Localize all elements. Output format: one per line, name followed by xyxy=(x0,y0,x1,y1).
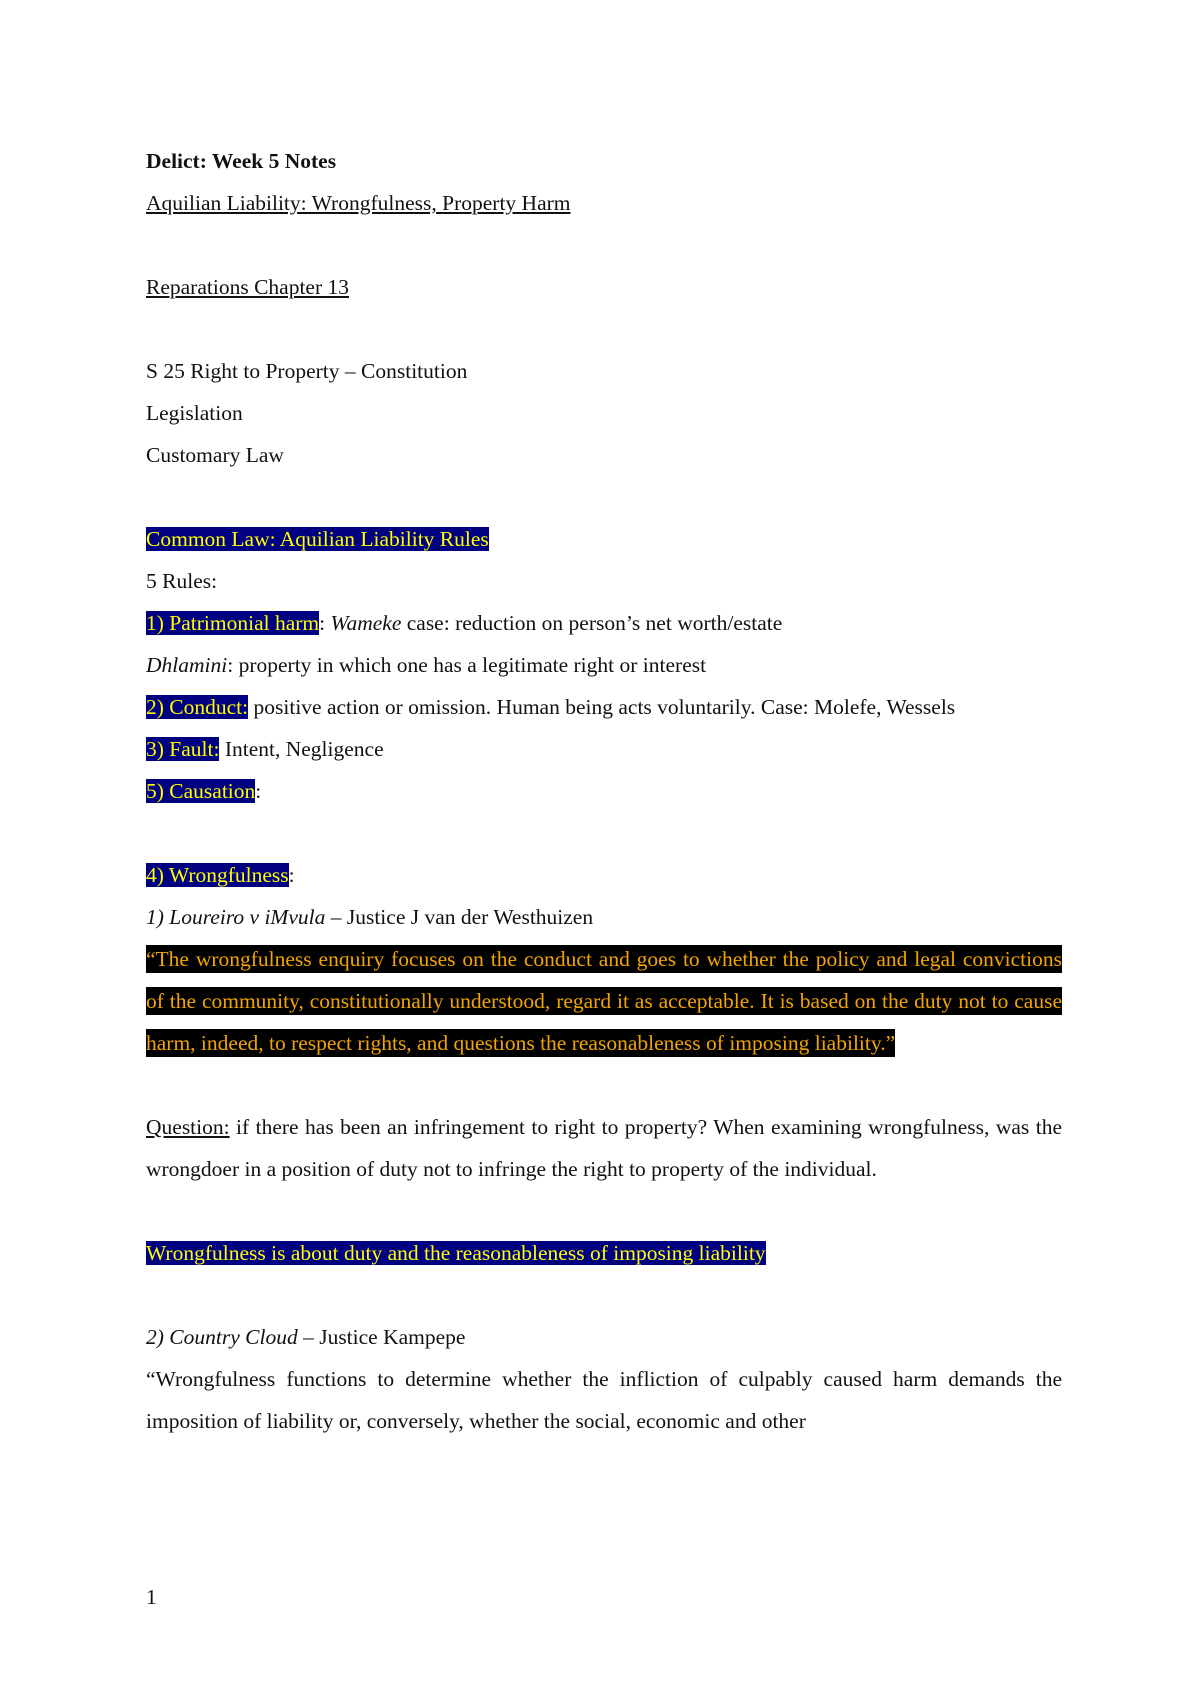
source-item: S 25 Right to Property – Constitution xyxy=(146,359,468,383)
rule-3-text: Intent, Negligence xyxy=(219,737,384,761)
rule-5-label: 5) Causation xyxy=(146,779,256,803)
page-number: 1 xyxy=(146,1585,157,1609)
rule-3 xyxy=(146,728,1062,770)
rule-4-label: 4) Wrongfulness xyxy=(146,863,289,887)
question-label: Question: xyxy=(146,1115,230,1139)
rule-3-label: 3) Fault: xyxy=(146,737,220,761)
document-body xyxy=(146,140,1062,1442)
summary-highlight: Wrongfulness is about duty and the reasonableness of imposing liability xyxy=(146,1241,766,1265)
case-2-quote xyxy=(146,1358,1062,1442)
case-1-name: 1) Loureiro v iMvula xyxy=(146,905,326,929)
question-text: if there has been an infringement to right to property? When examining wrongfulness, was the wrongdoer in a position of duty not to infringe the right to property of the individual. xyxy=(146,1115,1062,1181)
rule-1: 1) Patrimonial harm: Wameke case: reduction on person’s net worth/estate xyxy=(146,611,783,635)
rule-1-case: Wameke xyxy=(330,611,402,635)
case-1-quote-text: “The wrongfulness enquiry focuses on the conduct and goes to whether the policy and legal convictions of the community, constitutionally understood, regard it as acceptable. It is based on the duty not to cause harm, indeed, to respect rights, and questions the reasonableness of imposing liability.” xyxy=(146,947,1062,1055)
rule-4: 4) Wrongfulness: xyxy=(146,863,295,887)
case-2-heading xyxy=(146,1316,1062,1358)
source-item: Customary Law xyxy=(146,443,284,467)
rule-2-text: positive action or omission. Human being acts voluntarily. Case: Molefe, Wessels xyxy=(248,695,956,719)
case-2-name: 2) Country Cloud xyxy=(146,1325,298,1349)
case-2-judge: – Justice Kampepe xyxy=(297,1325,466,1349)
chapter-heading: Reparations Chapter 13 xyxy=(146,275,350,299)
rule-2 xyxy=(146,686,1062,728)
case-2-quote-text: “Wrongfulness functions to determine whether the infliction of culpably caused harm demands the imposition of liability or, conversely, whether the social, economic and other xyxy=(146,1367,1062,1433)
document-subtitle: Aquilian Liability: Wrongfulness, Property Harm xyxy=(146,191,571,215)
rule-1-label: 1) Patrimonial harm xyxy=(146,611,320,635)
rules-intro: 5 Rules: xyxy=(146,569,218,593)
rule-1b-text: : property in which one has a legitimate right or interest xyxy=(227,653,707,677)
document-title: Delict: Week 5 Notes xyxy=(146,149,337,173)
source-item: Legislation xyxy=(146,401,243,425)
case-1-judge: – Justice J van der Westhuizen xyxy=(325,905,594,929)
case-1-heading xyxy=(146,896,1062,938)
question-paragraph xyxy=(146,1106,1062,1190)
rule-5: 5) Causation: xyxy=(146,779,262,803)
rule-1-text: case: reduction on person’s net worth/estate xyxy=(401,611,783,635)
rule-1b-case: Dhlamini xyxy=(146,653,228,677)
case-1-quote xyxy=(146,938,1062,1064)
common-law-heading: Common Law: Aquilian Liability Rules xyxy=(146,527,489,551)
rule-1b xyxy=(146,644,1062,686)
rule-2-label: 2) Conduct: xyxy=(146,695,249,719)
